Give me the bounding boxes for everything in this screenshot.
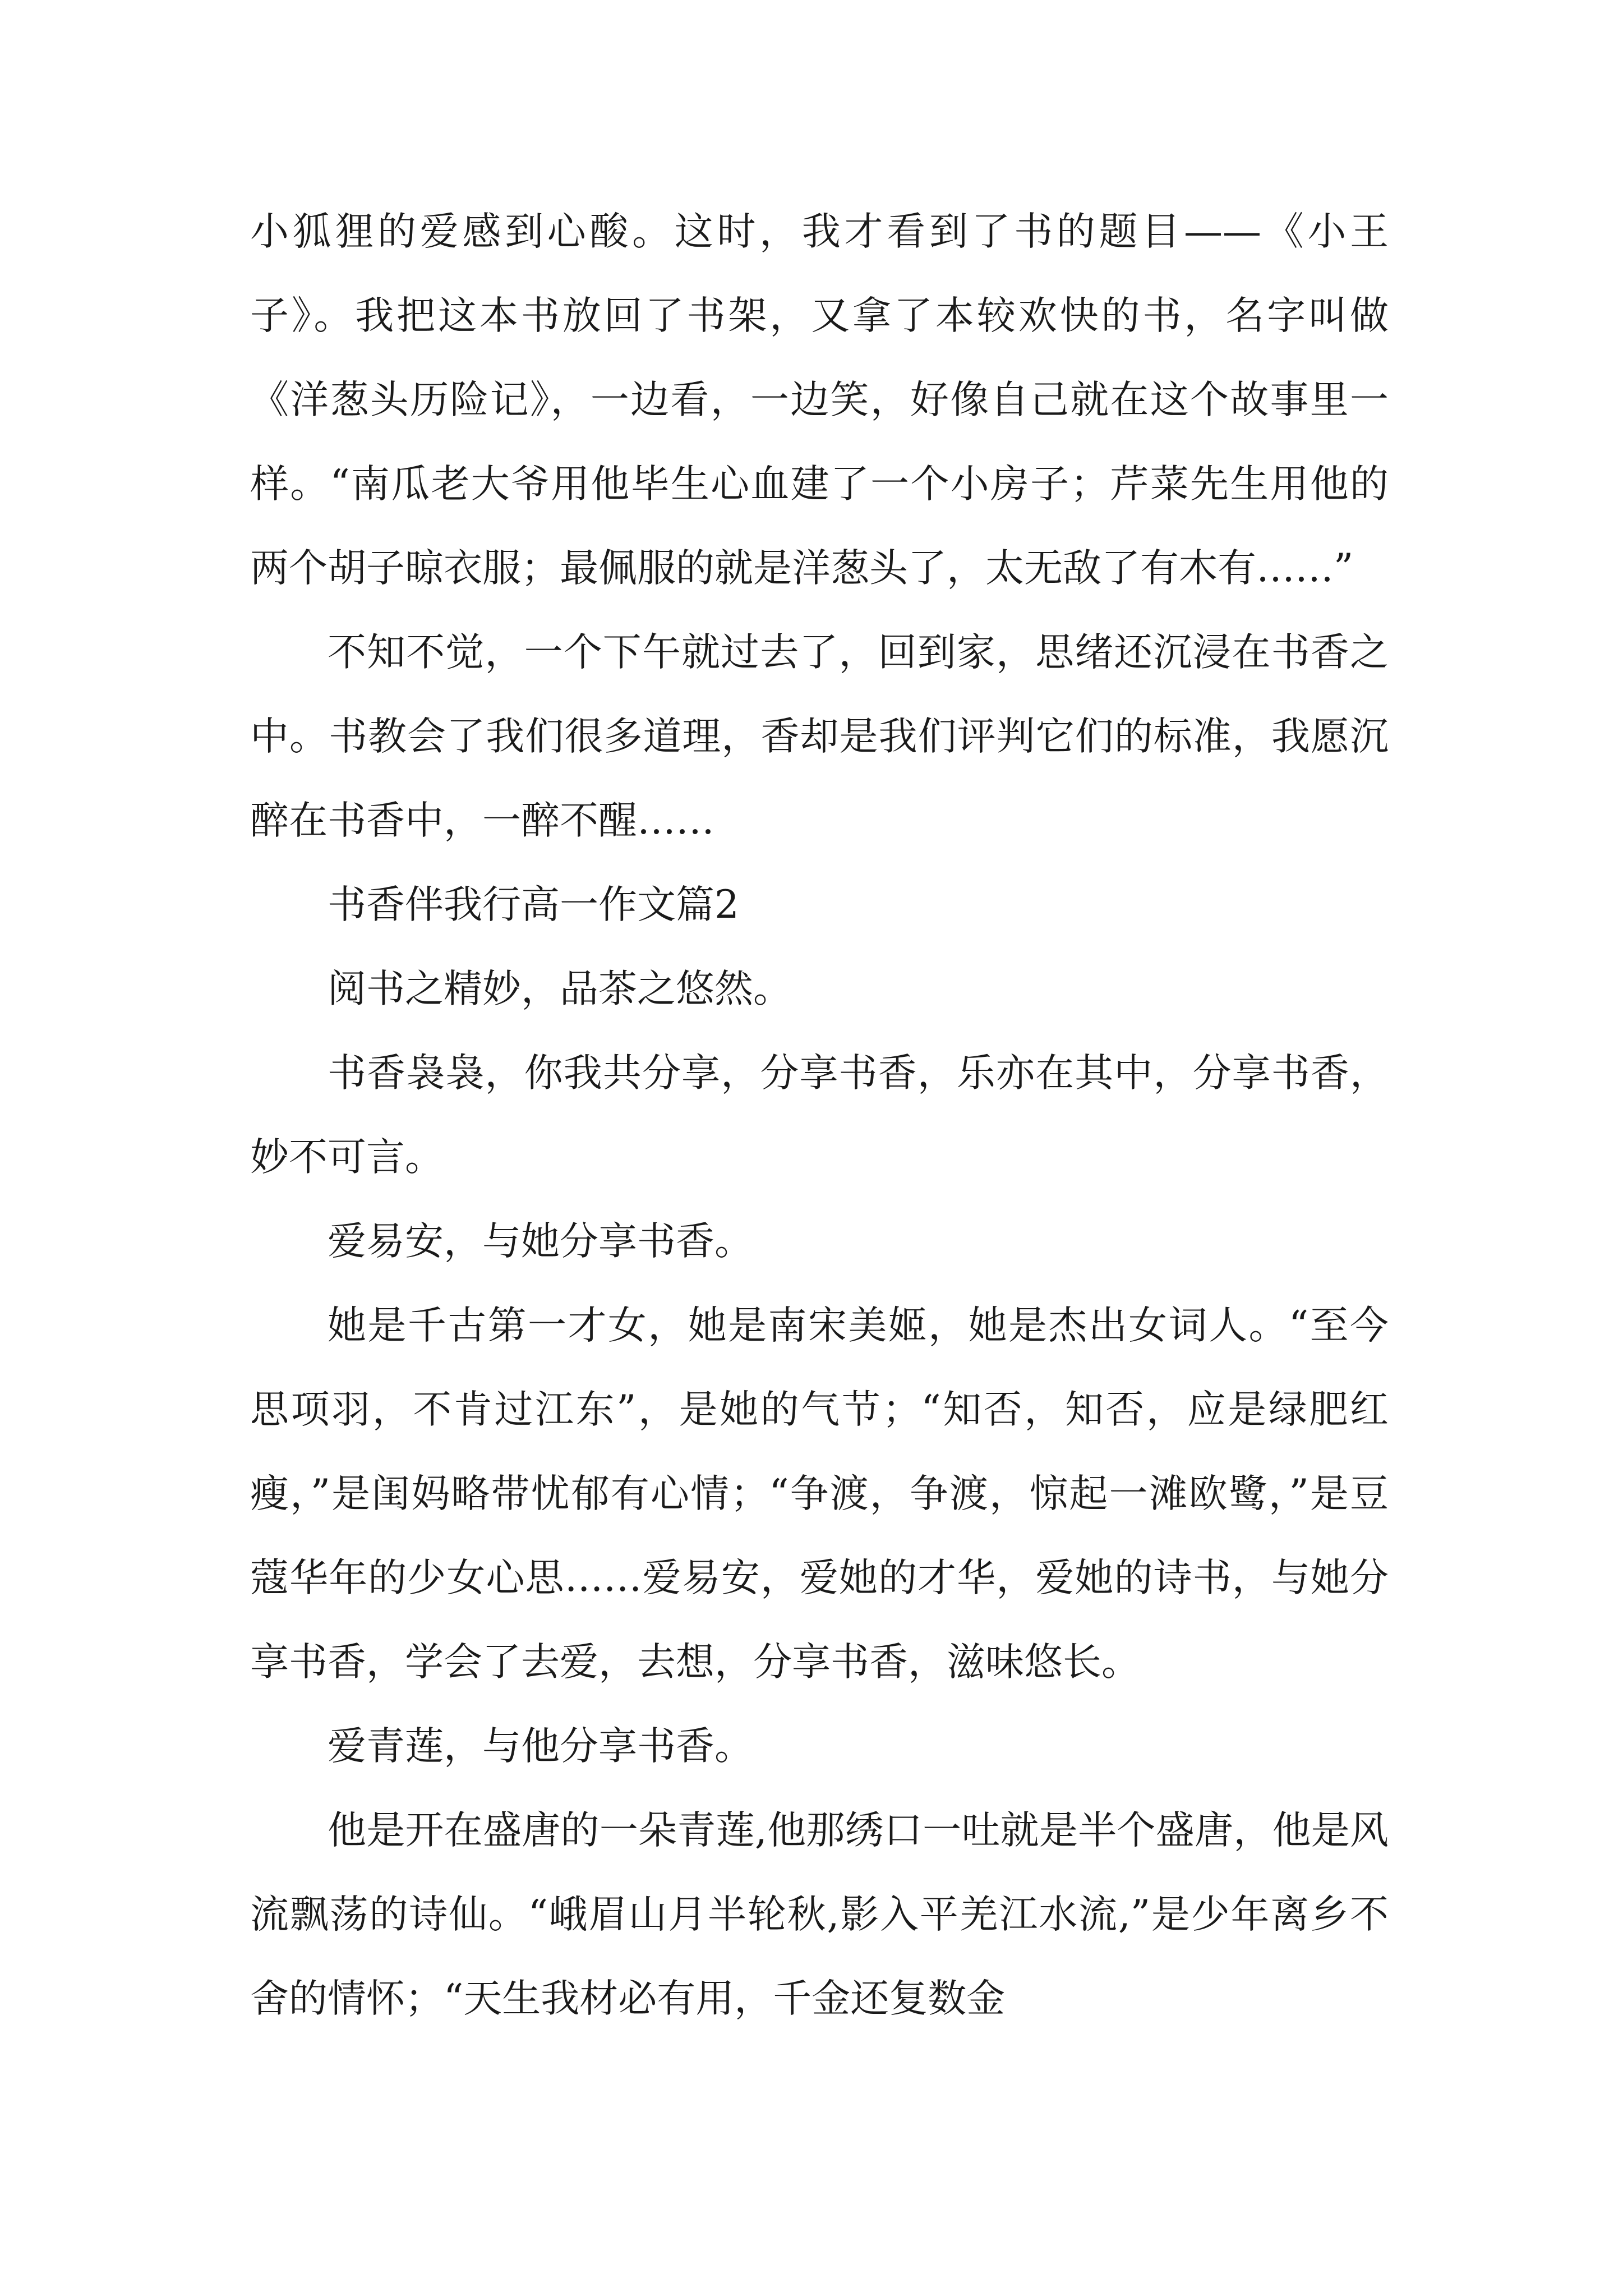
document-body [250, 190, 1389, 2041]
paragraph-afternoon: 不知不觉，一个下午就过去了，回到家，思绪还沉浸在书香之中。书教会了我们很多道理，香却是我们评判它们的标准，我愿沉醉在书香中，一醉不醒…… [250, 630, 1389, 843]
paragraph-yian-heading: 爱易安，与她分享书香。 [328, 1219, 753, 1264]
section-heading: 书香伴我行高一作文篇2 [328, 882, 739, 927]
paragraph-qinglian: 他是开在盛唐的一朵青莲,他那绣口一吐就是半个盛唐，他是风流飘荡的诗仙。“峨眉山月半轮秋,影入平羌江水流,”是少年离乡不舍的情怀；“天生我材必有用，千金还复数金 [250, 1808, 1389, 2021]
paragraph-qinglian-heading: 爱青莲，与他分享书香。 [328, 1724, 753, 1769]
paragraph-continued: 小狐狸的爱感到心酸。这时，我才看到了书的题目——《小王子》。我把这本书放回了书架，又拿了本较欢快的书，名字叫做《洋葱头历险记》，一边看，一边笑，好像自己就在这个故事里一样。“南瓜老大爷用他毕生心血建了一个小房子；芹菜先生用他的两个胡子晾衣服；最佩服的就是洋葱头了，太无敌了有木有……” [250, 209, 1389, 591]
paragraph-yian: 她是千古第一才女，她是南宋美姬，她是杰出女词人。“至今思项羽，不肯过江东”，是她的气节；“知否，知否，应是绿肥红瘦，”是闺妈略带忧郁有心情；“争渡，争渡，惊起一滩欧鹭，”是豆蔻华年的少女心思……爱易安，爱她的才华，爱她的诗书，与她分享书香，学会了去爱，去想，分享书香，滋味悠长。 [250, 1303, 1389, 1685]
paragraph-share: 书香袅袅，你我共分享，分享书香，乐亦在其中，分享书香，妙不可言。 [250, 1051, 1389, 1180]
paragraph-opening: 阅书之精妙，品茶之悠然。 [328, 967, 792, 1011]
